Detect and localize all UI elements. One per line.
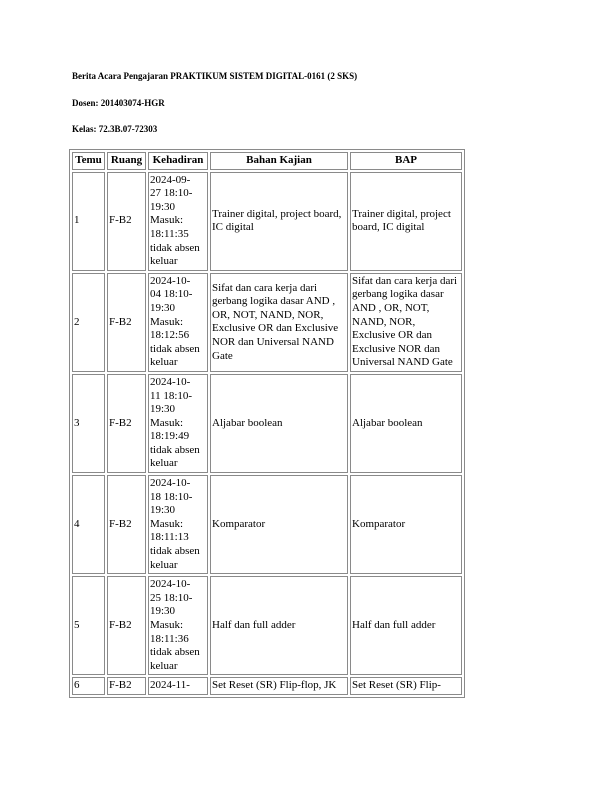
column-header-ruang: Ruang: [107, 152, 146, 170]
kelas-line: Kelas: 72.3B.07-72303: [72, 124, 158, 134]
cell-kehadiran: 2024-10- 04 18:10- 19:30 Masuk: 18:12:56 tidak absen keluar: [148, 273, 208, 372]
cell-bap: Set Reset (SR) Flip-: [350, 677, 462, 695]
cell-kehadiran: 2024-09- 27 18:10- 19:30 Masuk: 18:11:35 tidak absen keluar: [148, 172, 208, 271]
cell-bahan-kajian: Half dan full adder: [210, 576, 348, 675]
table-row: [72, 677, 462, 695]
cell-kehadiran: 2024-10- 11 18:10- 19:30 Masuk: 18:19:49 tidak absen keluar: [148, 374, 208, 473]
cell-bap: Half dan full adder: [350, 576, 462, 675]
cell-kehadiran: 2024-10- 18 18:10- 19:30 Masuk: 18:11:13 tidak absen keluar: [148, 475, 208, 574]
cell-bahan-kajian: Sifat dan cara kerja dari gerbang logika dasar AND , OR, NOT, NAND, NOR, Exclusive OR dan Exclusive NOR dan Universal NAND Gate: [210, 273, 348, 372]
cell-bahan-kajian: Aljabar boolean: [210, 374, 348, 473]
cell-temu: 4: [72, 475, 105, 574]
cell-temu: 5: [72, 576, 105, 675]
document-title: Berita Acara Pengajaran PRAKTIKUM SISTEM DIGITAL-0161 (2 SKS): [72, 71, 358, 81]
bap-table: [69, 149, 465, 698]
table-row: [72, 374, 462, 473]
cell-bahan-kajian: Trainer digital, project board, IC digital: [210, 172, 348, 271]
cell-temu: 3: [72, 374, 105, 473]
header-row: [72, 152, 462, 170]
cell-kehadiran: 2024-10- 25 18:10- 19:30 Masuk: 18:11:36 tidak absen keluar: [148, 576, 208, 675]
cell-bahan-kajian: Komparator: [210, 475, 348, 574]
cell-ruang: F-B2: [107, 475, 146, 574]
column-header-bahan-kajian: Bahan Kajian: [210, 152, 348, 170]
cell-ruang: F-B2: [107, 172, 146, 271]
cell-bap: Sifat dan cara kerja dari gerbang logika dasar AND , OR, NOT, NAND, NOR, Exclusive OR dan Exclusive NOR dan Universal NAND Gate: [350, 273, 462, 372]
cell-ruang: F-B2: [107, 576, 146, 675]
table-row: [72, 576, 462, 675]
cell-ruang: F-B2: [107, 677, 146, 695]
cell-temu: 2: [72, 273, 105, 372]
cell-bap: Trainer digital, project board, IC digital: [350, 172, 462, 271]
cell-ruang: F-B2: [107, 374, 146, 473]
table-row: [72, 475, 462, 574]
column-header-temu: Temu: [72, 152, 105, 170]
cell-bap: Komparator: [350, 475, 462, 574]
cell-bap: Aljabar boolean: [350, 374, 462, 473]
column-header-bap: BAP: [350, 152, 462, 170]
cell-ruang: F-B2: [107, 273, 146, 372]
cell-temu: 6: [72, 677, 105, 695]
cell-temu: 1: [72, 172, 105, 271]
cell-bahan-kajian: Set Reset (SR) Flip-flop, JK: [210, 677, 348, 695]
table-row: [72, 172, 462, 271]
dosen-line: Dosen: 201403074-HGR: [72, 98, 165, 108]
cell-kehadiran: 2024-11-: [148, 677, 208, 695]
table-row: [72, 273, 462, 372]
column-header-kehadiran: Kehadiran: [148, 152, 208, 170]
